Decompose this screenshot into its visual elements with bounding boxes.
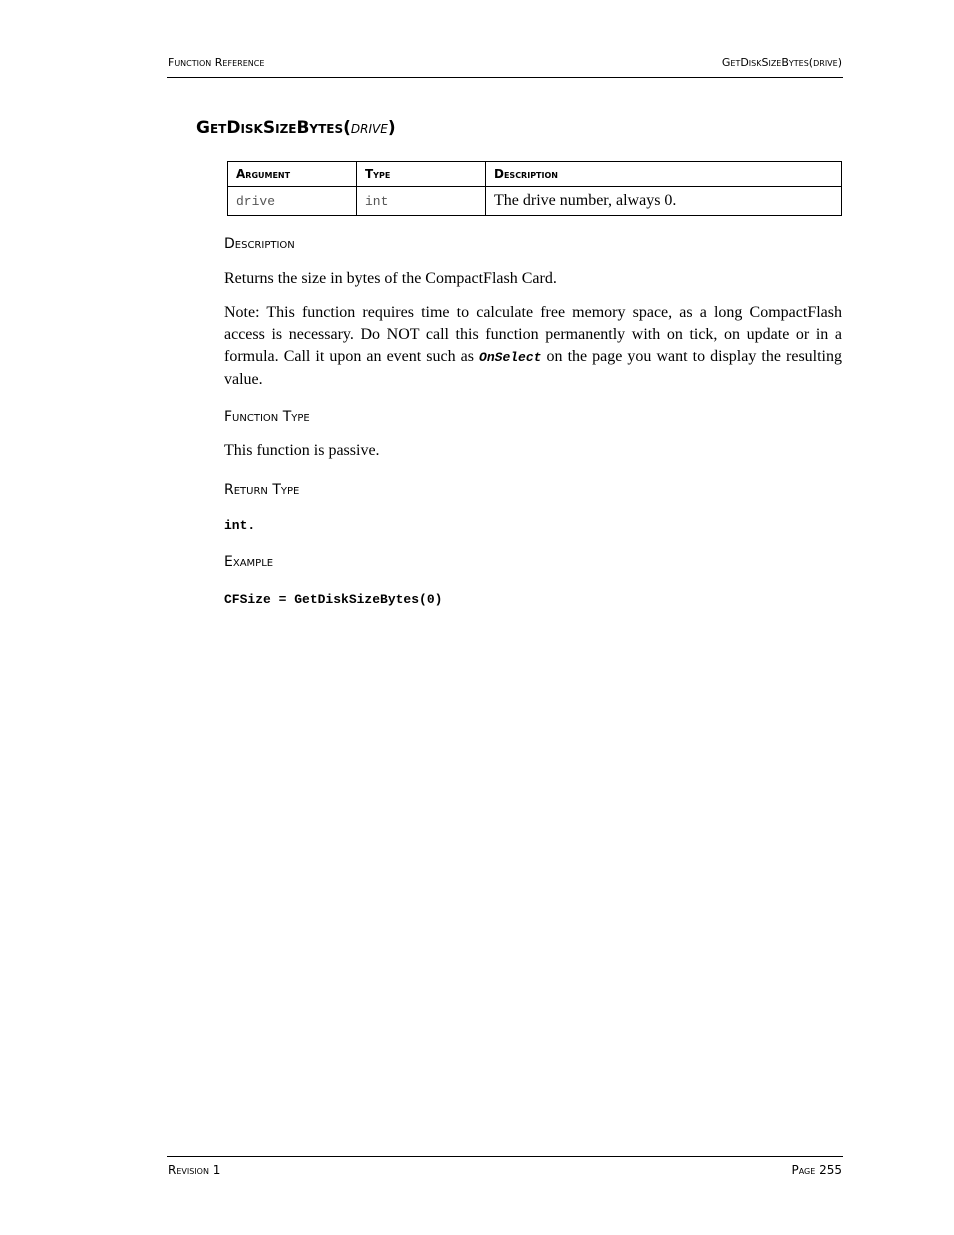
footer-page-number: Page 255	[791, 1163, 842, 1177]
cell-argument: drive	[228, 187, 357, 216]
cell-type: int	[357, 187, 486, 216]
function-title	[196, 118, 396, 138]
function-title-close: )	[387, 118, 396, 138]
table-row	[228, 187, 842, 216]
note-text-after: on the page you want to display the resulting value.	[224, 348, 843, 388]
onselect-code: OnSelect	[479, 350, 542, 365]
description-paragraph: Returns the size in bytes of the CompactFlash Card.	[224, 270, 557, 287]
function-type-text: This function is passive.	[224, 442, 380, 459]
function-title-name: GetDiskSizeBytes(	[196, 118, 351, 138]
note-paragraph	[224, 302, 842, 391]
function-title-arg: drive	[350, 118, 388, 138]
footer-revision: Revision 1	[168, 1163, 221, 1177]
page-header	[167, 56, 843, 78]
arguments-table	[227, 161, 842, 216]
column-header-description: Description	[486, 162, 842, 187]
function-type-heading: Function Type	[224, 409, 310, 425]
header-section-title: Function Reference	[168, 56, 265, 69]
cell-description: The drive number, always 0.	[486, 187, 842, 216]
example-heading: Example	[224, 554, 274, 570]
page-footer	[167, 1156, 843, 1177]
note-text-before: Note: This function requires time to calculate free memory space, as a long CompactFlash access is necessary. Do NOT call this function permanently with on tick, on update or in a formula. Call it upon an event such as	[224, 304, 842, 365]
header-function-name: GetDiskSizeBytes(drive)	[721, 56, 842, 69]
column-header-argument: Argument	[228, 162, 357, 187]
return-type-heading: Return Type	[224, 482, 300, 498]
example-code: CFSize = GetDiskSizeBytes(0)	[224, 592, 443, 607]
column-header-type: Type	[357, 162, 486, 187]
description-heading: Description	[224, 236, 295, 252]
return-type-code: int.	[224, 518, 256, 533]
table-header-row	[228, 162, 842, 187]
